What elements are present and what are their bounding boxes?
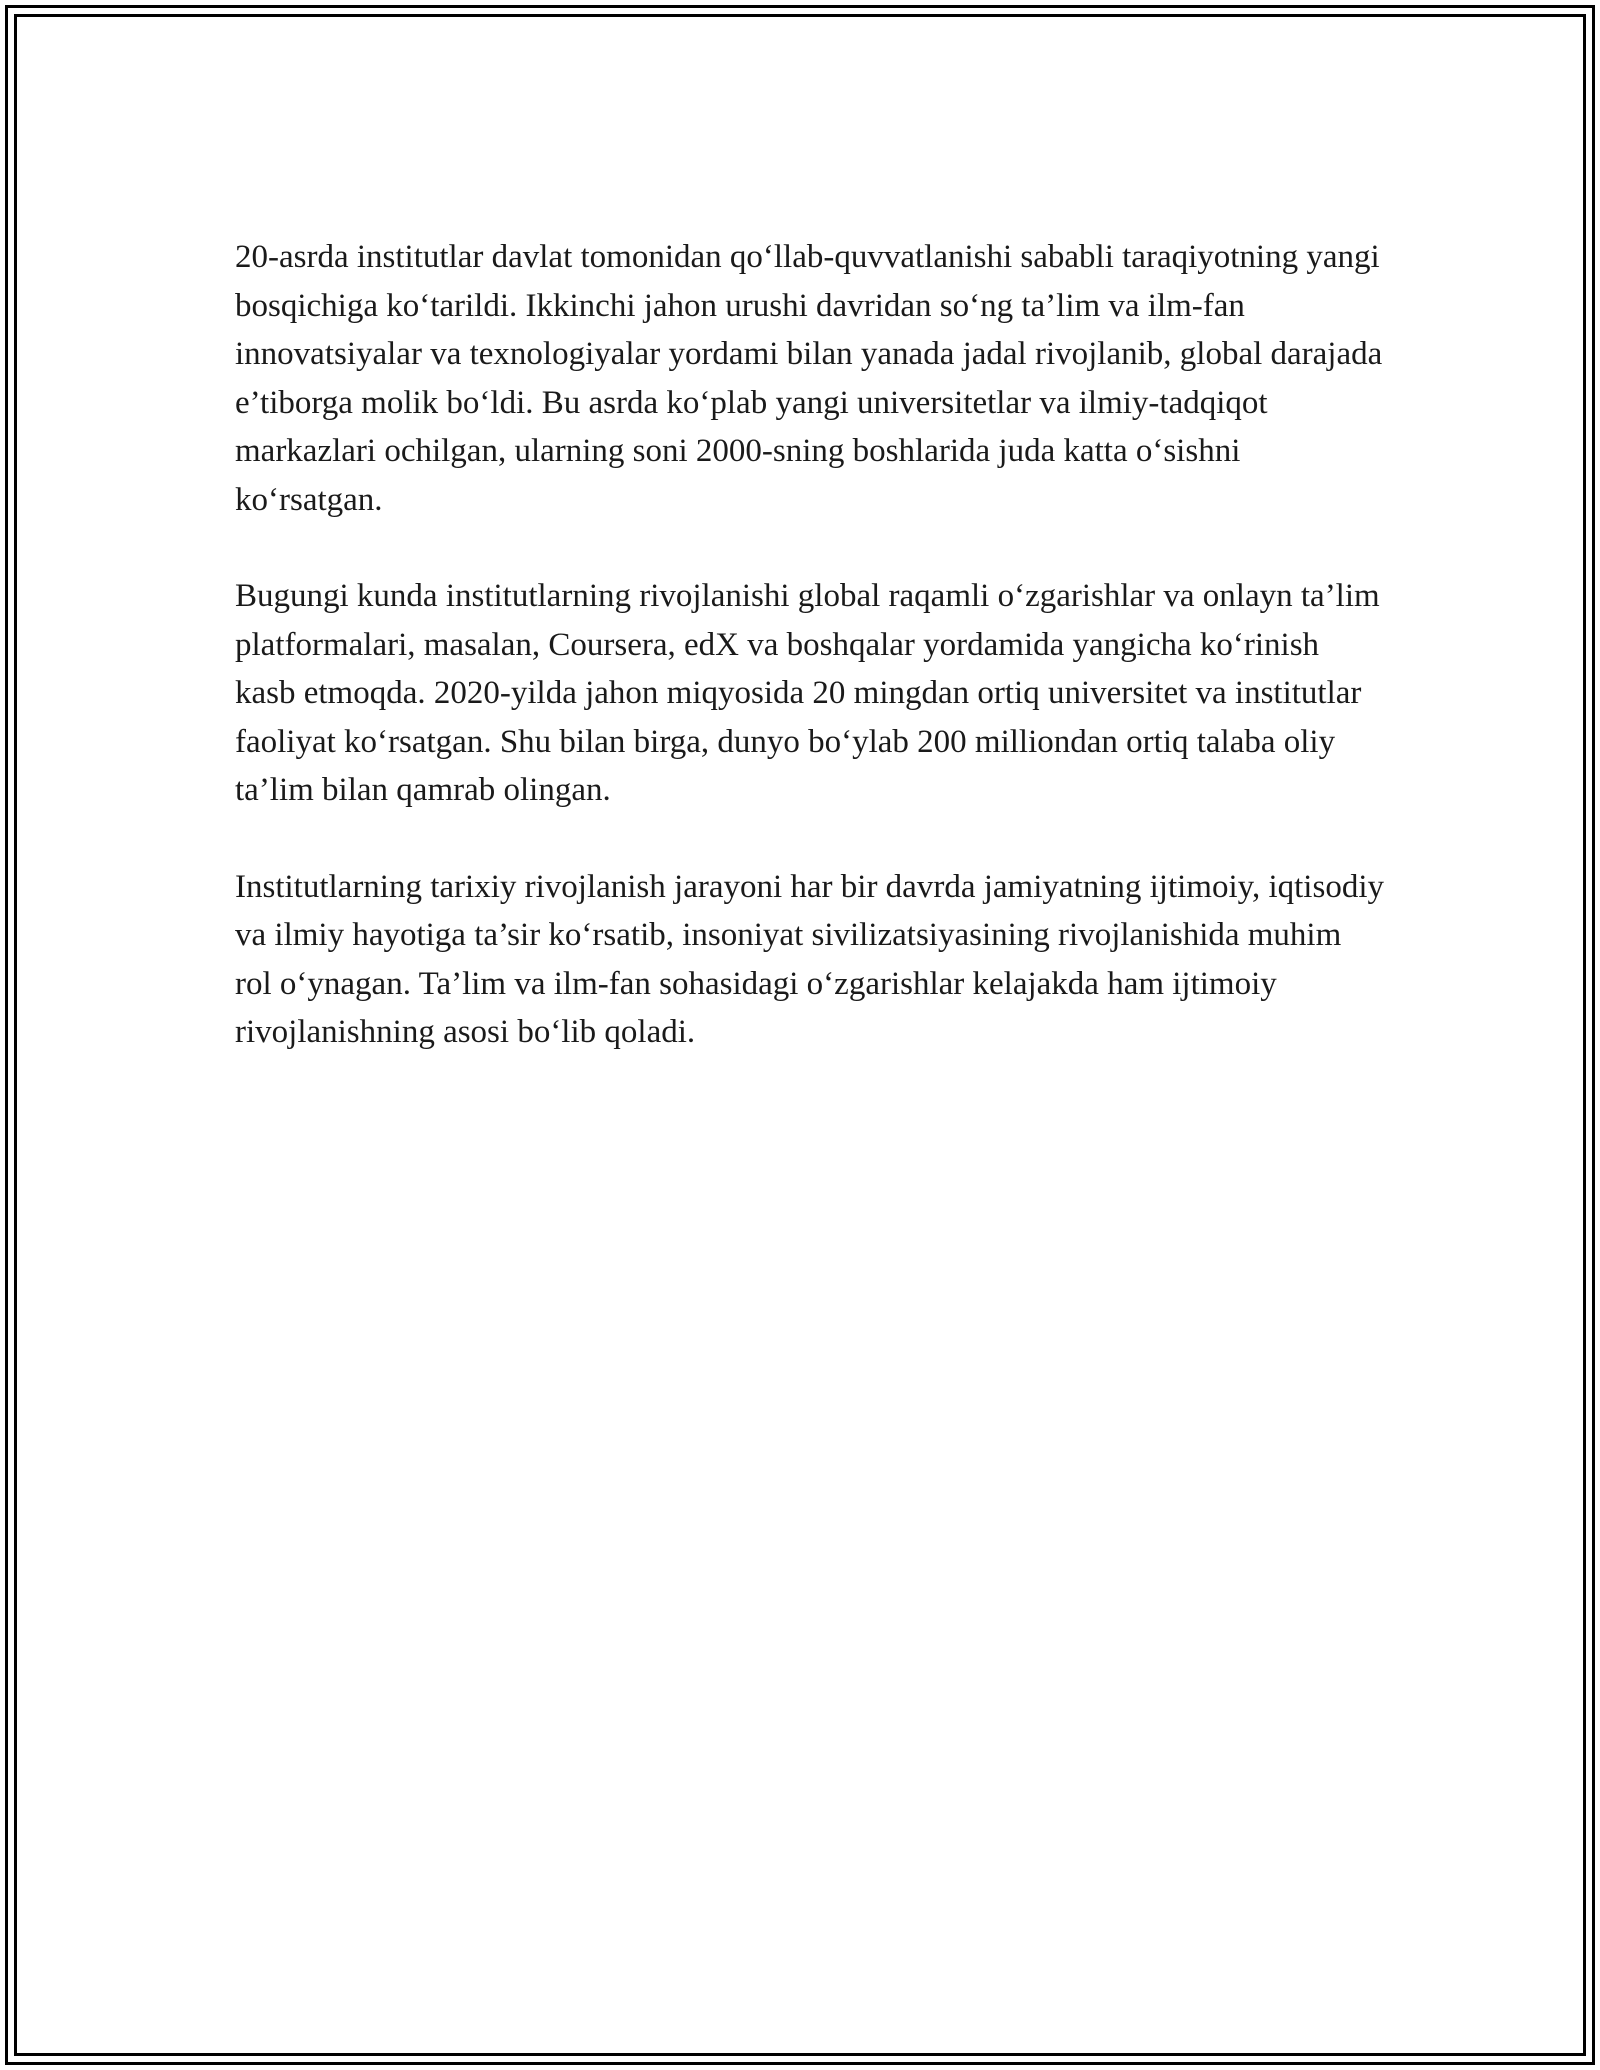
paragraph-3: Institutlarning tarixiy rivojlanish jarayoni har bir davrda jamiyatning ijtimoiy, iqtisodiy va ilmiy hayotiga ta’sir ko‘rsatib, insoniyat sivilizatsiyasining rivojlanishida muhim rol o‘ynagan. Ta’lim va ilm-fan sohasidagi o‘zgarishlar kelajakda ham ijtimoiy rivojlanishning asosi bo‘lib qoladi.: [235, 868, 1384, 1050]
paragraph-1: 20-asrda institutlar davlat tomonidan qo‘llab-quvvatlanishi sababli taraqiyotning yangi bosqichiga ko‘tarildi. Ikkinchi jahon urushi davridan so‘ng ta’lim va ilm-fan innovatsiyalar va texnologiyalar yordami bilan yanada jadal rivojlanib, global darajada e’tiborga molik bo‘ldi. Bu asrda ko‘plab yangi universitetlar va ilmiy-tadqiqot markazlari ochilgan, ularning soni 2000-sning boshlarida juda katta o‘sishni ko‘rsatgan.: [235, 239, 1383, 518]
document-body: [235, 233, 1385, 1105]
paragraph-2: Bugungi kunda institutlarning rivojlanishi global raqamli o‘zgarishlar va onlayn ta’lim platformalari, masalan, Coursera, edX va boshqalar yordamida yangicha ko‘rinish kasb etmoqda. 2020-yilda jahon miqyosida 20 mingdan ortiq universitet va institutlar faoliyat ko‘rsatgan. Shu bilan birga, dunyo bo‘ylab 200 milliondan ortiq talaba oliy ta’lim bilan qamrab olingan.: [235, 578, 1380, 808]
